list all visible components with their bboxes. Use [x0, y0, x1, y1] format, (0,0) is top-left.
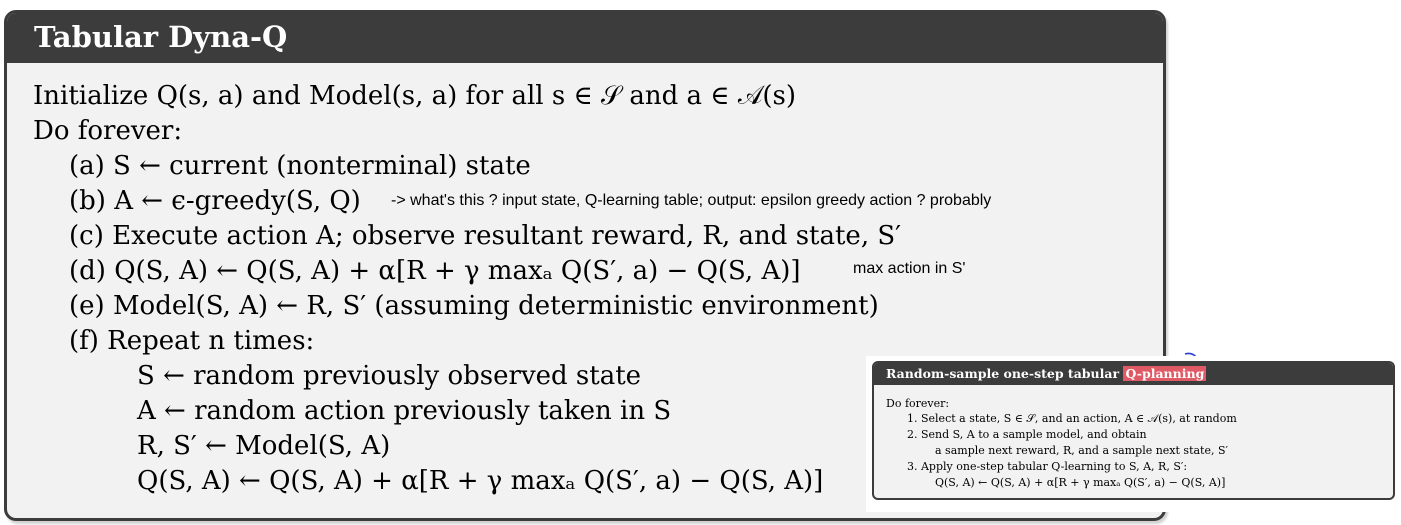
algorithm-line-do-forever: Do forever:	[33, 116, 183, 146]
algorithm-step-f: (f) Repeat n times:	[69, 326, 315, 356]
algorithm-title: Tabular Dyna-Q	[34, 20, 288, 54]
algorithm-line-initialize: Initialize Q(s, a) and Model(s, a) for all s ∈ 𝒮 and a ∈ 𝒜(s)	[33, 81, 797, 111]
algorithm-step-d: (d) Q(S, A) ← Q(S, A) + α[R + γ maxₐ Q(S′, a) − Q(S, A)]	[69, 256, 801, 286]
algorithm-step-e: (e) Model(S, A) ← R, S′ (assuming deterministic environment)	[69, 291, 879, 321]
q-planning-step-3-update: Q(S, A) ← Q(S, A) + α[R + γ maxₐ Q(S′, a) − Q(S, A)]	[935, 476, 1226, 489]
algorithm-substep-action: A ← random action previously taken in S	[137, 396, 672, 426]
handwritten-note-step-d: max action in S'	[853, 260, 966, 277]
algorithm-step-c: (c) Execute action A; observe resultant reward, R, and state, S′	[69, 221, 902, 251]
q-planning-line-do-forever: Do forever:	[886, 397, 950, 410]
algorithm-substep-state: S ← random previously observed state	[137, 361, 642, 391]
q-planning-step-3: 3. Apply one-step tabular Q-learning to S, A, R, S′:	[907, 460, 1188, 473]
q-planning-step-2-cont: a sample next reward, R, and a sample next state, S′	[935, 444, 1229, 457]
q-planning-step-2: 2. Send S, A to a sample model, and obtain	[907, 428, 1147, 441]
q-planning-title-highlight: Q-planning	[1125, 366, 1205, 381]
q-planning-header	[874, 363, 1393, 385]
q-planning-step-1: 1. Select a state, S ∈ 𝒮, and an action, A ∈ 𝒜(s), at random	[907, 412, 1237, 425]
handwritten-note-step-b: -> what's this ? input state, Q-learning table; output: epsilon greedy action ? probably	[391, 192, 992, 209]
algorithm-step-a: (a) S ← current (nonterminal) state	[69, 151, 531, 181]
algorithm-header	[7, 13, 1163, 63]
algorithm-step-b: (b) A ← ϵ-greedy(S, Q)	[69, 186, 361, 216]
q-planning-title	[886, 365, 1206, 383]
algorithm-substep-model: R, S′ ← Model(S, A)	[137, 431, 391, 461]
q-planning-box	[872, 361, 1395, 500]
q-planning-title-prefix: Random-sample one-step tabular	[886, 366, 1120, 381]
algorithm-substep-q-update: Q(S, A) ← Q(S, A) + α[R + γ maxₐ Q(S′, a) − Q(S, A)]	[137, 466, 824, 496]
